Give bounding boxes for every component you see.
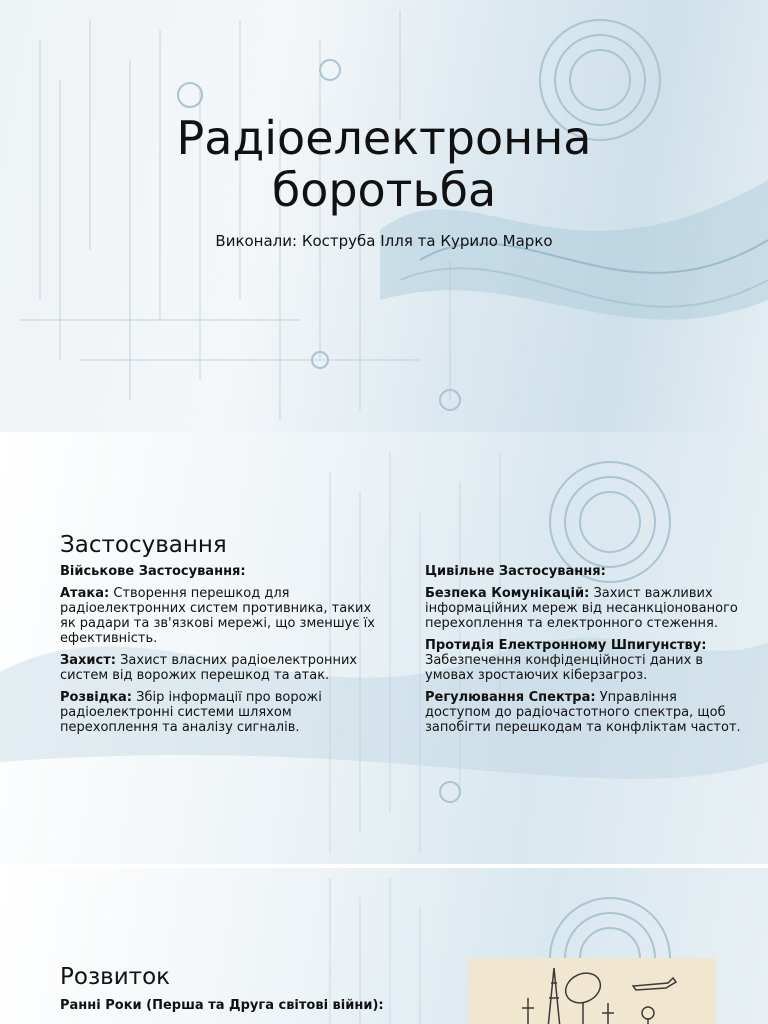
subheading: Ранні Роки (Перша та Друга світові війни): (60, 998, 384, 1013)
antenna-sketch-icon (468, 958, 716, 1024)
title-slide (0, 0, 768, 432)
list-item: Захист: Захист власних радіоелектронних систем від ворожих перешкод та атак. (60, 653, 358, 683)
illustration-image (468, 958, 716, 1024)
slide-subtitle: Виконали: Коструба Ілля та Курило Марко (215, 232, 553, 250)
civil-column (425, 564, 741, 742)
development-slide (0, 868, 768, 1024)
list-item: Протидія Електронному Шпигунству: Забезпечення конфіденційності даних в умовах зростаючих кіберзагроз. (425, 638, 707, 683)
list-item: Розвідка: Збір інформації про ворожі радіоелектронні системи шляхом перехоплення та аналізу сигналів. (60, 690, 322, 735)
section-heading: Застосування (60, 532, 227, 558)
military-column (60, 564, 376, 742)
military-title: Військове Застосування: (60, 564, 246, 579)
list-item: Безпека Комунікацій: Захист важливих інформаційних мереж від несанкціонованого перехоплення та електронного стеження. (425, 586, 738, 631)
section-heading: Розвиток (60, 964, 171, 990)
list-item: Атака: Створення перешкод для радіоелектронних систем противника, таких як радари та зв'язкові мережі, що зменшує їх ефективність. (60, 586, 375, 646)
slide-title (0, 112, 768, 216)
applications-slide (0, 432, 768, 864)
civil-title: Цивільне Застосування: (425, 564, 606, 579)
slide-title-line1: Радіоелектронна (176, 111, 592, 165)
list-item: Регулювання Спектра: Управління доступом до радіочастотного спектра, щоб запобігти перешкодам та конфліктам частот. (425, 690, 741, 735)
slide-title-line2: боротьба (271, 163, 497, 217)
